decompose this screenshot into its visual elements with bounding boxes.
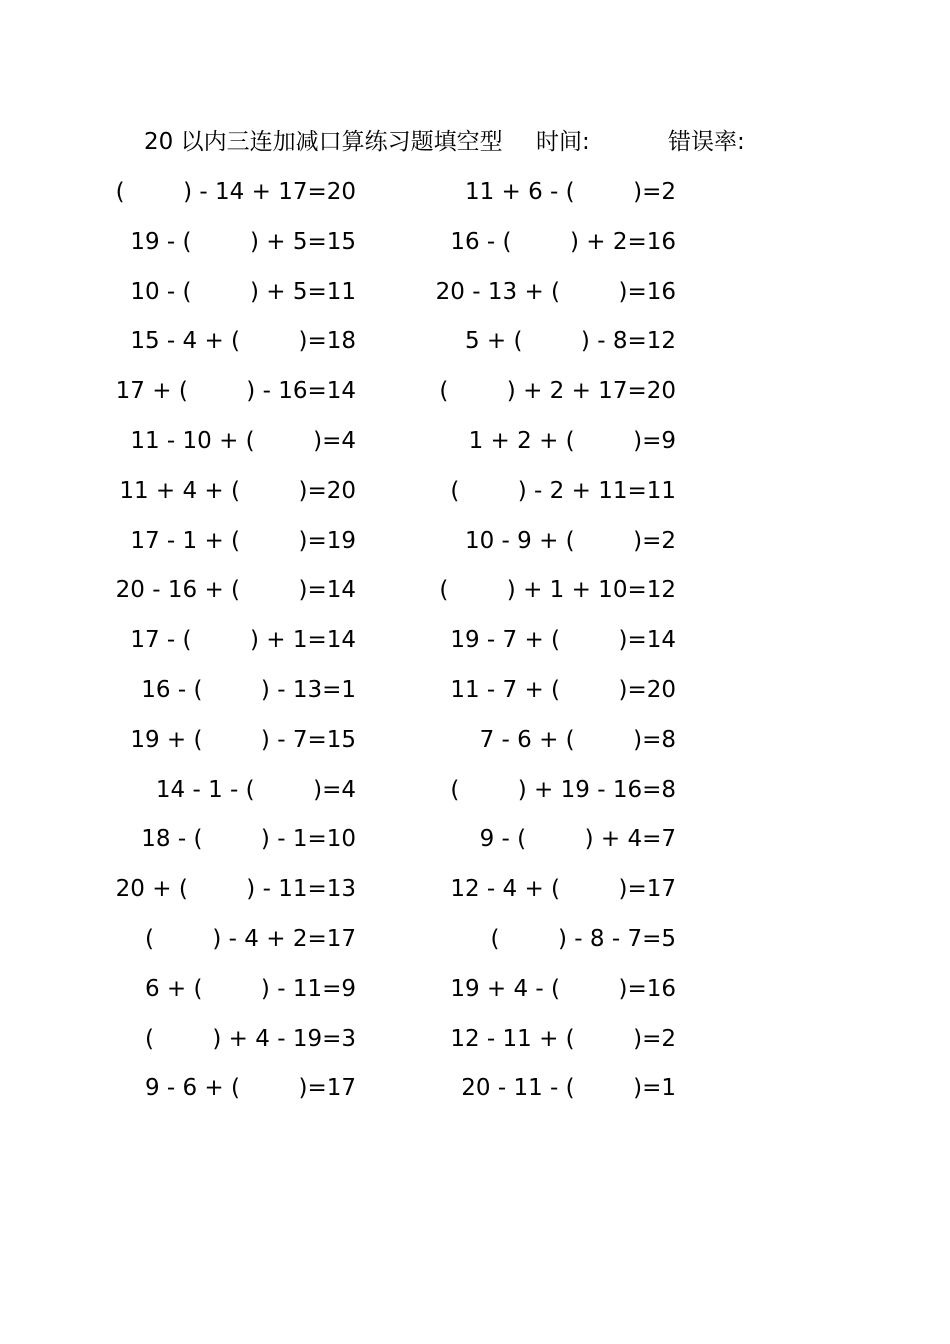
problem-left: 18 - ( ) - 1=10 bbox=[141, 826, 356, 853]
problem-left: 20 + ( ) - 11=13 bbox=[115, 876, 356, 903]
problem-right: ( ) + 2 + 17=20 bbox=[439, 378, 676, 405]
problem-row bbox=[0, 969, 950, 1019]
problem-right: 11 - 7 + ( )=20 bbox=[450, 676, 676, 703]
problem-left: 11 - 10 + ( )=4 bbox=[130, 427, 356, 454]
problem-row bbox=[0, 919, 950, 969]
problem-left: ( ) + 4 - 19=3 bbox=[144, 1025, 356, 1052]
problem-row bbox=[0, 819, 950, 869]
problem-left: 17 - ( ) + 1=14 bbox=[130, 627, 356, 654]
problem-row bbox=[0, 222, 950, 272]
error-rate-label: 错误率: bbox=[668, 129, 745, 155]
problem-row bbox=[0, 172, 950, 222]
problem-right: 12 - 4 + ( )=17 bbox=[450, 876, 676, 903]
problem-right: 12 - 11 + ( )=2 bbox=[450, 1025, 676, 1052]
problem-left: 11 + 4 + ( )=20 bbox=[119, 477, 356, 504]
problem-right: ( ) - 8 - 7=5 bbox=[490, 925, 676, 952]
problem-row bbox=[0, 1019, 950, 1069]
problem-left: 19 - ( ) + 5=15 bbox=[130, 228, 356, 255]
worksheet-title: 20 以内三连加减口算练习题填空型 bbox=[144, 129, 503, 155]
problem-left: 10 - ( ) + 5=11 bbox=[130, 278, 356, 305]
problem-row bbox=[0, 421, 950, 471]
problem-right: 7 - 6 + ( )=8 bbox=[479, 726, 676, 753]
problem-row bbox=[0, 471, 950, 521]
problem-left: 17 + ( ) - 16=14 bbox=[115, 378, 356, 405]
problem-right: ( ) + 1 + 10=12 bbox=[439, 577, 676, 604]
worksheet-header bbox=[144, 124, 784, 160]
problem-right: 9 - ( ) + 4=7 bbox=[479, 826, 676, 853]
problem-left: 6 + ( ) - 11=9 bbox=[144, 975, 356, 1002]
problem-left: 20 - 16 + ( )=14 bbox=[115, 577, 356, 604]
problem-right: ( ) - 2 + 11=11 bbox=[450, 477, 676, 504]
problem-right: 19 - 7 + ( )=14 bbox=[450, 627, 676, 654]
problem-row bbox=[0, 272, 950, 322]
problem-row bbox=[0, 521, 950, 571]
problem-left: 17 - 1 + ( )=19 bbox=[130, 527, 356, 554]
problem-left: ( ) - 4 + 2=17 bbox=[144, 925, 356, 952]
problem-right: 19 + 4 - ( )=16 bbox=[450, 975, 676, 1002]
problem-left: 15 - 4 + ( )=18 bbox=[130, 328, 356, 355]
problem-left: 14 - 1 - ( )=4 bbox=[155, 776, 356, 803]
problem-row bbox=[0, 570, 950, 620]
problem-left: ( ) - 14 + 17=20 bbox=[115, 179, 356, 205]
problem-right: 20 - 13 + ( )=16 bbox=[435, 278, 676, 305]
problem-right: 11 + 6 - ( )=2 bbox=[464, 179, 676, 205]
problem-list bbox=[0, 172, 950, 1118]
problem-row bbox=[0, 720, 950, 770]
problem-left: 9 - 6 + ( )=17 bbox=[144, 1075, 356, 1102]
problem-left: 16 - ( ) - 13=1 bbox=[141, 676, 356, 703]
problem-right: 16 - ( ) + 2=16 bbox=[450, 228, 676, 255]
problem-row bbox=[0, 1068, 950, 1118]
problem-right: 10 - 9 + ( )=2 bbox=[464, 527, 676, 554]
problem-left: 19 + ( ) - 7=15 bbox=[130, 726, 356, 753]
problem-row bbox=[0, 321, 950, 371]
problem-row bbox=[0, 869, 950, 919]
problem-right: 20 - 11 - ( )=1 bbox=[461, 1075, 676, 1102]
problem-right: 5 + ( ) - 8=12 bbox=[464, 328, 676, 355]
time-label: 时间: bbox=[536, 129, 590, 155]
problem-right: ( ) + 19 - 16=8 bbox=[450, 776, 676, 803]
problem-right: 1 + 2 + ( )=9 bbox=[468, 427, 676, 454]
problem-row bbox=[0, 620, 950, 670]
problem-row bbox=[0, 371, 950, 421]
problem-row bbox=[0, 770, 950, 820]
problem-row bbox=[0, 670, 950, 720]
